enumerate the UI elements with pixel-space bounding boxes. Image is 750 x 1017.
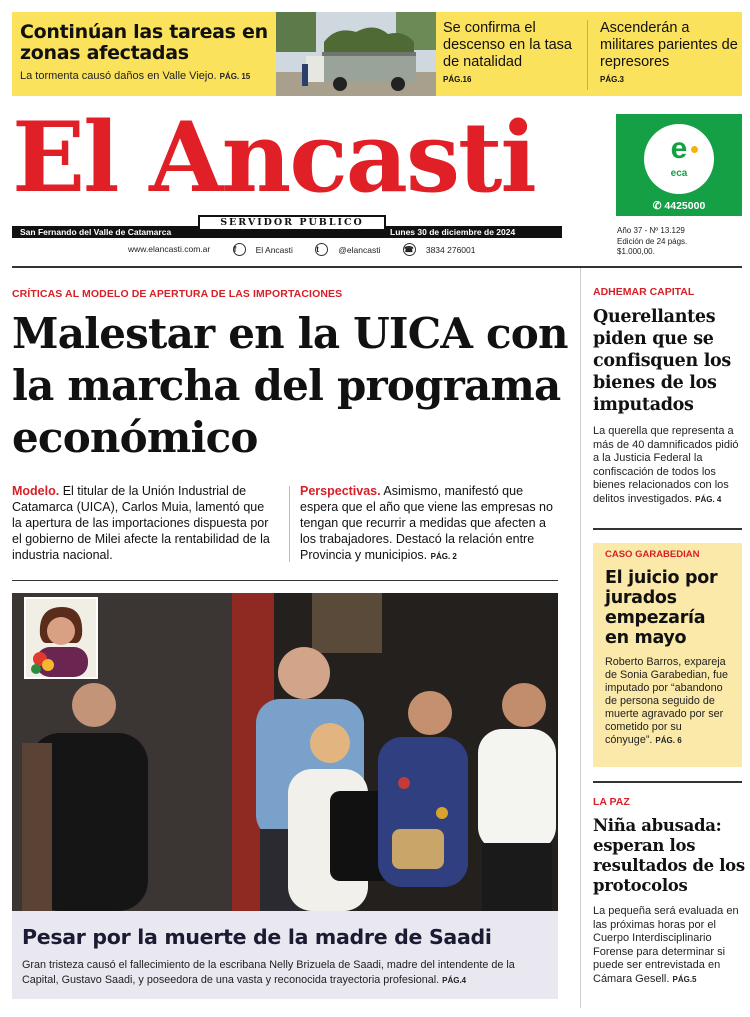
twitter-link[interactable] <box>315 243 390 256</box>
website-link[interactable] <box>128 244 220 254</box>
eca-logo <box>644 124 714 194</box>
website-text[interactable]: www.elancasti.com.ar <box>128 244 211 254</box>
masthead-date: Lunes 30 de diciembre de 2024 <box>390 227 516 237</box>
main-col1-text: El titular de la Unión Industrial de Catamarca (UICA), Carlos Muia, lamentó que la apertura de las importaciones dispuesta por el gobierno de Milei afecte la rentabilidad de la industria nacional. <box>12 484 270 562</box>
side-story-3-page: PÁG.5 <box>672 974 697 984</box>
twitter-text[interactable]: @elancasti <box>338 244 381 255</box>
teaser-main-title[interactable]: Continúan las tareas en zonas afectadas <box>20 21 268 64</box>
eca-brand: eca <box>670 168 688 179</box>
side-story-2[interactable] <box>593 543 742 767</box>
teaser-main-text <box>20 70 270 82</box>
column-divider <box>289 486 290 562</box>
teaser-second[interactable] <box>443 20 588 90</box>
teaser-main[interactable] <box>20 22 270 82</box>
side-story-2-headline[interactable]: El juicio por jurados empezaría en mayo <box>605 568 718 648</box>
photo-story-page: PÁG.4 <box>442 976 467 985</box>
side-story-2-body: Roberto Barros, expareja de Sonia Garabedian, fue imputado por “abandono de persona seguido de muerte agravado por ser cometido por su cónyuge”. <box>605 656 729 746</box>
edition-price: $1.000,00. <box>617 247 655 256</box>
edition-info <box>617 226 687 258</box>
side-story-1-text <box>593 425 745 506</box>
side-story-3-headline[interactable]: Niña abusada: esperan los resultados de los protocolos <box>593 816 745 895</box>
whatsapp-text[interactable]: 3834 276001 <box>425 244 476 255</box>
teaser-third[interactable] <box>600 20 740 84</box>
side-divider-2 <box>593 781 742 783</box>
teaser-second-page: PÁG.16 <box>443 75 472 84</box>
eca-e-icon: e <box>670 132 688 165</box>
photo-caption <box>12 911 558 999</box>
masthead-contacts <box>128 243 495 256</box>
main-column-1 <box>12 483 274 563</box>
masthead-tagline: SERVIDOR PÚBLICO <box>198 215 386 231</box>
masthead-logo[interactable]: El Ancasti <box>12 101 535 214</box>
main-divider <box>12 580 558 581</box>
main-col1-lead: Modelo. <box>12 484 60 498</box>
teaser-main-summary: La tormenta causó daños en Valle Viejo. <box>20 70 217 82</box>
facebook-link[interactable] <box>233 243 303 256</box>
side-story-1-body: La querella que representa a más de 40 damnificados pidió a la Justicia Federal la confiscación de todos los bienes relacionados con los delitos investigados. <box>593 425 739 505</box>
portrait-photo <box>26 599 96 677</box>
photo-story-title[interactable]: Pesar por la muerte de la madre de Saadi <box>22 925 492 949</box>
side-story-1-headline[interactable]: Querellantes piden que se confisquen los bienes de los imputados <box>593 307 731 415</box>
main-column-2 <box>300 483 558 565</box>
inset-portrait[interactable] <box>24 597 98 679</box>
main-kicker: CRÍTICAS AL MODELO DE APERTURA DE LAS IMPORTACIONES <box>12 288 343 300</box>
side-story-3-body: La pequeña será evaluada en las próximas horas por el Cuerpo Interdisciplinario Forense para determinar si puede ser entrevistada en Cámara Gesell. <box>593 905 739 985</box>
side-story-1[interactable] <box>593 286 745 506</box>
facebook-icon: f <box>233 243 246 256</box>
side-story-3[interactable] <box>593 796 745 986</box>
teaser-main-page: PÁG. 15 <box>219 72 251 81</box>
side-story-3-kicker: LA PAZ <box>593 796 630 808</box>
main-headline[interactable]: Malestar en la UICA con la marcha del programa económico <box>12 309 568 462</box>
eca-dot-icon <box>691 146 698 153</box>
main-col2-page: PÁG. 2 <box>430 552 457 561</box>
facebook-text[interactable]: El Ancasti <box>255 244 293 255</box>
main-col2-text: Asimismo, manifestó que espera que el año que viene las empresas no tengan que recurrir a medidas que afecten a los trabajadores. Destacó la relación entre Provincia y municipios. <box>300 484 553 562</box>
teaser-photo[interactable] <box>276 12 436 96</box>
eca-phone-number: 4425000 <box>664 200 706 212</box>
side-story-2-text <box>605 656 730 747</box>
edition-number: Año 37 - Nº 13.129 <box>617 226 685 235</box>
teaser-third-title[interactable]: Ascenderán a militares parientes de represores <box>600 20 738 70</box>
twitter-icon: t <box>315 243 328 256</box>
masthead-location: San Fernando del Valle de Catamarca <box>20 227 172 237</box>
masthead-divider <box>12 266 742 268</box>
photo-story-body: Gran tristeza causó el fallecimiento de la escribana Nelly Brizuela de Saadi, madre del intendente de la Capital, Gustavo Saadi, y poseedora de una vasta y reconocida trayectoria profesional. <box>22 959 515 986</box>
eca-ad[interactable] <box>616 114 742 216</box>
photo-story-text <box>22 958 552 988</box>
main-col2-lead: Perspectivas. <box>300 484 381 498</box>
right-column-divider <box>580 268 581 1008</box>
truck-photo <box>276 12 436 96</box>
teaser-second-title[interactable]: Se confirma el descenso en la tasa de natalidad <box>443 20 572 70</box>
side-story-1-kicker: ADHEMAR CAPITAL <box>593 286 695 298</box>
top-teaser-strip <box>12 12 742 96</box>
side-story-2-kicker: CASO GARABEDIAN <box>605 549 700 560</box>
side-story-2-page: PÁG. 6 <box>655 736 682 745</box>
side-divider-1 <box>593 528 742 530</box>
edition-pages: Edición de 24 págs. <box>617 236 688 246</box>
eca-phone: ✆ 4425000 <box>652 200 706 212</box>
teaser-third-page: PÁG.3 <box>600 75 625 84</box>
whatsapp-link[interactable] <box>403 243 486 256</box>
side-story-1-page: PÁG. 4 <box>695 494 722 504</box>
side-story-3-text <box>593 905 745 986</box>
whatsapp-icon: ☎ <box>403 243 416 256</box>
